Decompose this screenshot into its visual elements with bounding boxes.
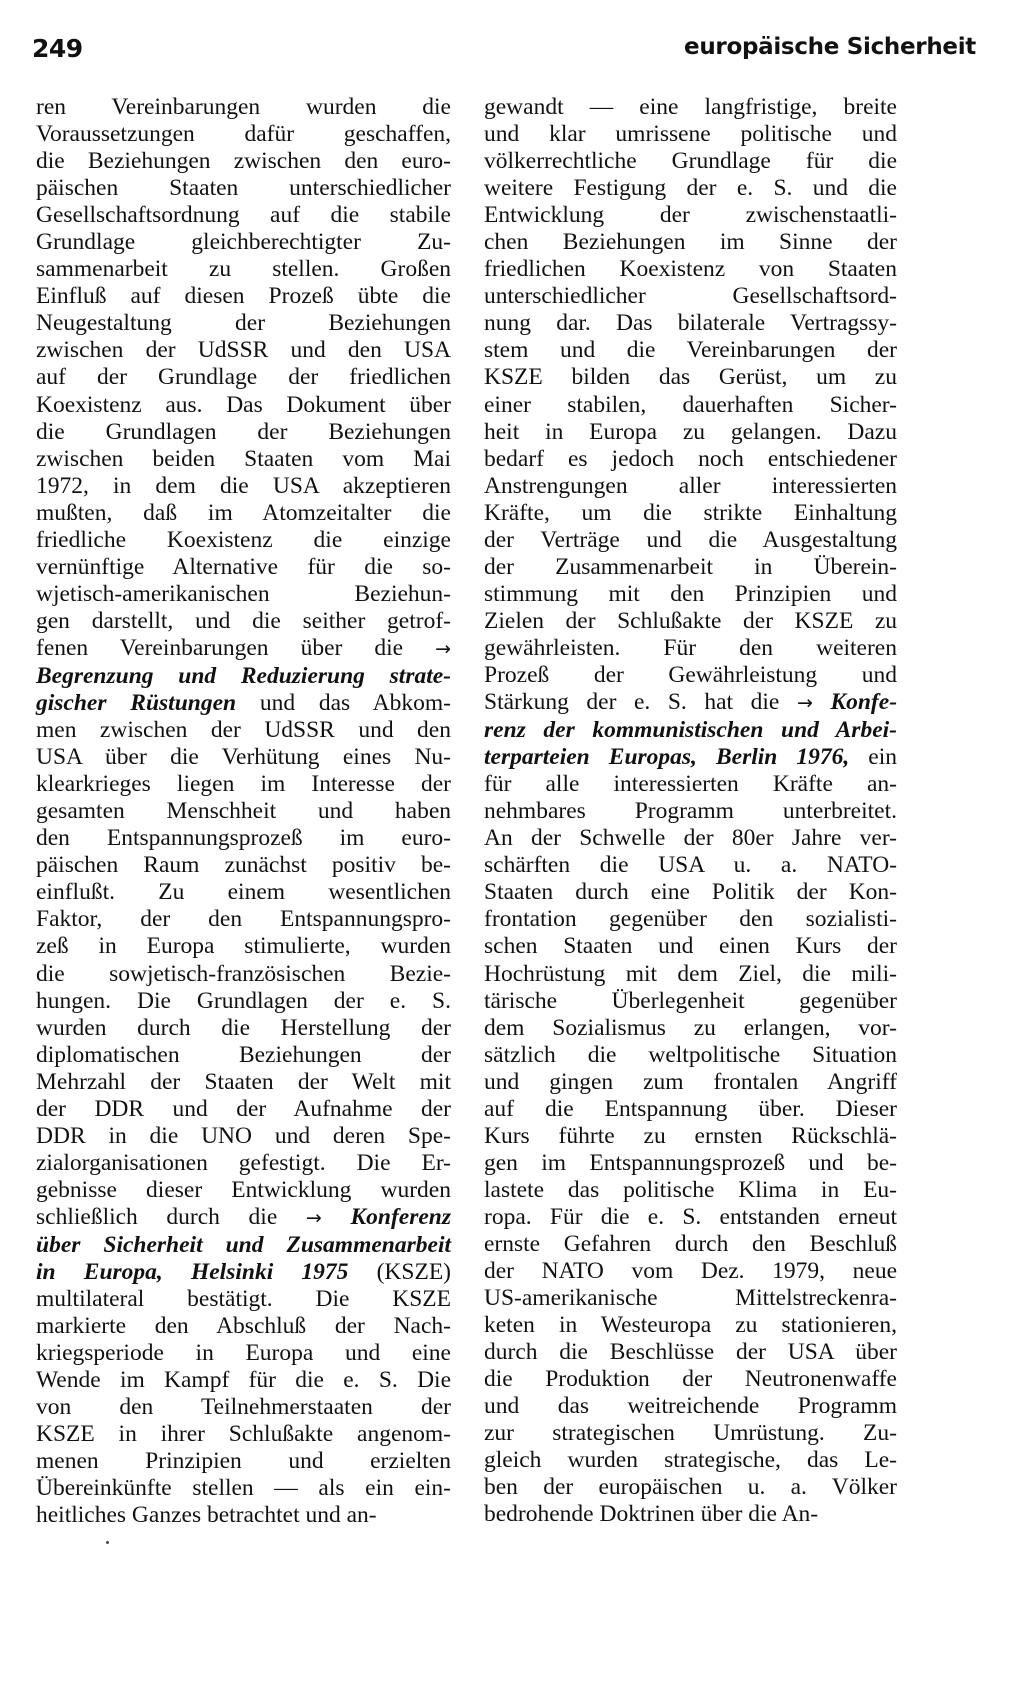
text-line (36, 1286, 451, 1313)
text-line (484, 1312, 897, 1339)
text-segment: der Zusammenarbeit in Überein- (484, 553, 897, 580)
text-line (36, 717, 451, 744)
text-line (36, 148, 451, 175)
text-line (36, 961, 451, 988)
text-segment: chen Beziehungen im Sinne der (484, 229, 897, 256)
text-segment: US-amerikanische Mittelstreckenra- (484, 1285, 897, 1312)
text-line (484, 1258, 897, 1285)
text-line (484, 175, 897, 202)
text-segment: die Produktion der Neutronenwaffe (484, 1366, 897, 1393)
text-line (36, 94, 451, 121)
text-line (484, 1015, 897, 1042)
text-segment: Kurs führte zu ernsten Rückschlä- (484, 1122, 897, 1149)
text-segment: menen Prinzipien und erzielten (36, 1448, 451, 1475)
text-line (36, 1421, 451, 1448)
text-line (484, 1177, 897, 1204)
text-line (484, 1069, 897, 1096)
text-line (484, 906, 897, 933)
text-segment: gesamten Menschheit und haben (36, 798, 451, 825)
text-line (484, 1042, 897, 1069)
text-line (36, 906, 451, 933)
text-segment: KSZE in ihrer Schlußakte angenom- (36, 1421, 451, 1448)
text-segment: nung dar. Das bilaterale Vertragssy- (484, 310, 897, 337)
text-segment: und gingen zum frontalen Angriff (484, 1068, 897, 1095)
text-line (36, 202, 451, 229)
text-line (36, 933, 451, 960)
text-line (484, 1285, 897, 1312)
text-segment: heitliches Ganzes betrachtet und an- (36, 1502, 377, 1529)
text-line (36, 1448, 451, 1475)
print-speck (106, 1541, 109, 1544)
text-segment: Staaten durch eine Politik der Kon- (484, 879, 897, 906)
text-segment: gewandt — eine langfristige, breite (484, 94, 897, 120)
text-line (484, 581, 897, 608)
text-segment: Kräfte, um die strikte Einhaltung (484, 499, 897, 526)
text-line (484, 1231, 897, 1258)
text-segment: diplomatischen Beziehungen der (36, 1041, 451, 1068)
text-line (36, 1259, 451, 1286)
text-line (36, 744, 451, 771)
text-line (484, 256, 897, 283)
text-line (484, 527, 897, 554)
text-segment: durch die Beschlüsse der USA über (484, 1339, 897, 1366)
text-line (36, 500, 451, 527)
text-segment: (KSZE) (348, 1259, 452, 1286)
page-number: 249 (32, 34, 83, 63)
text-line (484, 419, 897, 446)
text-segment: Hochrüstung mit dem Ziel, die mili- (484, 960, 897, 987)
text-line (484, 446, 897, 473)
text-line (484, 771, 897, 798)
text-line (484, 1150, 897, 1177)
text-segment: gen darstellt, und die seither getrof- (36, 607, 451, 634)
text-line (484, 1366, 897, 1393)
text-line (484, 1474, 897, 1501)
text-line (36, 798, 451, 825)
text-line (484, 1123, 897, 1150)
text-segment: der Verträge und die Ausgestaltung (484, 526, 897, 553)
text-segment: Faktor, der den Entspannungspro- (36, 906, 451, 933)
text-line (36, 1394, 451, 1421)
text-segment: 1972, in dem die USA akzeptieren (36, 472, 451, 499)
text-line (36, 175, 451, 202)
text-line (484, 1420, 897, 1447)
text-line (36, 1204, 451, 1232)
text-segment: weitere Festigung der e. S. und die (484, 175, 897, 202)
text-segment: für alle interessierten Kräfte an- (484, 771, 897, 798)
text-line (484, 1204, 897, 1231)
page-header (32, 34, 976, 74)
text-line (484, 392, 897, 419)
text-segment: die sowjetisch-französischen Bezie- (36, 960, 451, 987)
text-line (484, 94, 897, 121)
text-segment: schließlich durch die (36, 1203, 306, 1230)
text-line (484, 879, 897, 906)
text-line (36, 1150, 451, 1177)
text-segment: Zielen der Schlußakte der KSZE zu (484, 607, 897, 634)
text-line (36, 1069, 451, 1096)
text-segment: friedliche Koexistenz die einzige (36, 526, 451, 553)
text-line (36, 229, 451, 256)
text-segment: Neugestaltung der Beziehungen (36, 310, 451, 337)
text-segment: schen Staaten und einen Kurs der (484, 933, 897, 960)
text-line (484, 500, 897, 527)
text-segment: klearkrieges liegen im Interesse der (36, 771, 451, 798)
text-line (484, 744, 897, 771)
text-segment: Entwicklung der zwischenstaatli- (484, 202, 897, 229)
text-line (36, 554, 451, 581)
text-segment: sätzlich die weltpolitische Situation (484, 1041, 897, 1068)
cross-reference-term: renz der kommunistischen und Arbei- (484, 717, 897, 744)
text-line (36, 527, 451, 554)
text-line (36, 364, 451, 391)
text-line (484, 608, 897, 635)
text-line (484, 662, 897, 689)
text-segment: ben der europäischen u. a. Völker (484, 1474, 897, 1501)
text-line (484, 798, 897, 825)
text-segment: zur strategischen Umrüstung. Zu- (484, 1420, 897, 1447)
text-line (36, 1123, 451, 1150)
text-line (484, 473, 897, 500)
text-segment: Koexistenz aus. Das Dokument über (36, 391, 451, 418)
text-segment: völkerrechtliche Grundlage für die (484, 148, 897, 175)
text-line (36, 852, 451, 879)
text-segment: ernste Gefahren durch den Beschluß (484, 1230, 897, 1257)
text-segment: Voraussetzungen dafür geschaffen, (36, 121, 451, 148)
text-line (36, 581, 451, 608)
text-line (484, 961, 897, 988)
text-segment: sammenarbeit zu stellen. Großen (36, 256, 451, 283)
text-line (36, 446, 451, 473)
text-segment: unterschiedlicher Gesellschaftsord- (484, 283, 897, 310)
text-segment: Prozeß der Gewährleistung und (484, 661, 897, 688)
text-line (484, 202, 897, 229)
text-segment: mußten, daß im Atomzeitalter die (36, 499, 451, 526)
text-line (484, 988, 897, 1015)
text-line (484, 229, 897, 256)
text-segment: stimmung mit den Prinzipien und (484, 580, 897, 607)
text-line (484, 364, 897, 391)
cross-reference-term: Konferenz (350, 1203, 451, 1230)
cross-reference-term: Konfe- (830, 689, 898, 716)
text-segment: ren Vereinbarungen wurden die (36, 94, 451, 120)
text-segment: men zwischen der UdSSR und den (36, 717, 451, 744)
text-segment: markierte den Abschluß der Nach- (36, 1313, 451, 1340)
cross-reference-term: terparteien Europas, Berlin 1976, (484, 744, 850, 771)
text-segment: ropa. Für die e. S. entstanden erneut (484, 1203, 897, 1230)
text-line (484, 852, 897, 879)
text-segment: dem Sozialismus zu erlangen, vor- (484, 1014, 897, 1041)
text-segment: auf die Entspannung über. Dieser (484, 1095, 897, 1122)
text-line (36, 1367, 451, 1394)
text-segment (322, 1204, 351, 1230)
text-line (36, 608, 451, 635)
text-segment: KSZE bilden das Gerüst, um zu (484, 364, 897, 391)
text-segment: die Beziehungen zwischen den euro- (36, 148, 451, 175)
text-line (484, 310, 897, 337)
cross-reference-term: gischer Rüstungen (36, 690, 237, 717)
text-line (36, 635, 451, 663)
text-segment: fenen Vereinbarungen über die (36, 634, 436, 661)
cross-reference-arrow: → (435, 637, 451, 660)
text-segment: auf der Grundlage der friedlichen (36, 364, 451, 391)
text-line (484, 1339, 897, 1366)
text-segment: zwischen beiden Staaten vom Mai (36, 445, 451, 472)
text-segment: DDR in die UNO und deren Spe- (36, 1122, 451, 1149)
text-line (36, 1502, 451, 1529)
text-line (484, 121, 897, 148)
text-line (36, 121, 451, 148)
cross-reference-term: Begrenzung und Reduzierung strate- (36, 662, 451, 689)
text-segment: Anstrengungen aller interessierten (484, 472, 897, 499)
text-line (36, 337, 451, 364)
text-segment: Stärkung der e. S. hat die (484, 689, 797, 716)
text-line (484, 689, 897, 717)
text-line (36, 473, 451, 500)
text-segment: USA über die Verhütung eines Nu- (36, 744, 451, 771)
text-segment: gleich wurden strategische, das Le- (484, 1447, 897, 1474)
text-segment: heit in Europa zu gelangen. Dazu (484, 418, 897, 445)
text-line (484, 1096, 897, 1123)
text-segment: wjetisch-amerikanischen Beziehun- (36, 580, 451, 607)
text-segment: hungen. Die Grundlagen der e. S. (36, 987, 451, 1014)
text-line (484, 283, 897, 310)
text-line (36, 256, 451, 283)
text-segment: zialorganisationen gefestigt. Die Er- (36, 1149, 451, 1176)
text-line (484, 337, 897, 364)
text-line (484, 825, 897, 852)
text-segment: der DDR und der Aufnahme der (36, 1095, 451, 1122)
text-segment: von den Teilnehmerstaaten der (36, 1394, 451, 1421)
text-line (36, 1232, 451, 1259)
text-segment: Übereinkünfte stellen — als ein ein- (36, 1475, 451, 1502)
text-line (36, 392, 451, 419)
text-segment: ein (849, 744, 897, 771)
text-segment: friedlichen Koexistenz von Staaten (484, 256, 897, 283)
text-column-right (484, 94, 897, 1528)
text-segment: päischen Raum zunächst positiv be- (36, 852, 451, 879)
text-line (484, 1447, 897, 1474)
cross-reference-arrow: → (305, 1206, 322, 1229)
text-segment: multilateral bestätigt. Die KSZE (36, 1286, 451, 1313)
text-line (36, 1313, 451, 1340)
text-segment: Gesellschaftsordnung auf die stabile (36, 202, 451, 229)
text-segment: wurden durch die Herstellung der (36, 1014, 451, 1041)
text-line (484, 554, 897, 581)
cross-reference-term: in Europa, Helsinki 1975 (36, 1259, 349, 1286)
text-segment: Grundlage gleichberechtigter Zu- (36, 229, 451, 256)
text-segment (813, 689, 831, 715)
text-segment: schärften die USA u. a. NATO- (484, 852, 897, 879)
text-line (484, 1393, 897, 1420)
text-segment: keten in Westeuropa zu stationieren, (484, 1312, 897, 1339)
text-line (484, 933, 897, 960)
text-line (36, 690, 451, 717)
text-line (36, 1042, 451, 1069)
text-line (36, 988, 451, 1015)
text-segment: kriegsperiode in Europa und eine (36, 1340, 451, 1367)
text-line (36, 1096, 451, 1123)
text-segment: gebnisse dieser Entwicklung wurden (36, 1176, 451, 1203)
text-line (36, 879, 451, 906)
text-line (36, 1475, 451, 1502)
text-segment: zwischen der UdSSR und den USA (36, 337, 451, 364)
text-segment: einer stabilen, dauerhaften Sicher- (484, 391, 897, 418)
text-segment: tärische Überlegenheit gegenüber (484, 987, 897, 1014)
text-segment: und das Abkom- (236, 690, 451, 717)
text-segment: lastete das politische Klima in Eu- (484, 1176, 897, 1203)
text-line (484, 635, 897, 662)
text-segment: frontation gegenüber den sozialisti- (484, 906, 897, 933)
text-column-left (36, 94, 451, 1529)
text-line (36, 310, 451, 337)
text-line (36, 1177, 451, 1204)
text-segment: der NATO vom Dez. 1979, neue (484, 1258, 897, 1285)
text-segment: gen im Entspannungsprozeß und be- (484, 1149, 897, 1176)
text-line (36, 825, 451, 852)
text-line (484, 717, 897, 744)
text-segment: vernünftige Alternative für die so- (36, 553, 451, 580)
text-line (36, 283, 451, 310)
text-line (36, 771, 451, 798)
text-segment: bedrohende Doktrinen über die An- (484, 1501, 819, 1528)
cross-reference-term: über Sicherheit und Zusammenarbeit (36, 1231, 451, 1258)
text-segment: nehmbares Programm unterbreitet. (484, 798, 897, 825)
text-line (36, 1340, 451, 1367)
text-line (36, 663, 451, 690)
text-segment: bedarf es jedoch noch entschiedener (484, 445, 897, 472)
text-segment: Einfluß auf diesen Prozeß übte die (36, 283, 451, 310)
text-line (36, 419, 451, 446)
text-segment: An der Schwelle der 80er Jahre ver- (484, 825, 897, 852)
text-segment: und das weitreichende Programm (484, 1393, 897, 1420)
text-segment: päischen Staaten unterschiedlicher (36, 175, 451, 202)
text-segment: gewährleisten. Für den weiteren (484, 634, 897, 661)
text-segment: den Entspannungsprozeß im euro- (36, 825, 451, 852)
text-segment: Wende im Kampf für die e. S. Die (36, 1367, 451, 1394)
text-segment: stem und die Vereinbarungen der (484, 337, 897, 364)
running-head: europäische Sicherheit (684, 34, 976, 60)
text-line (36, 1015, 451, 1042)
cross-reference-arrow: → (796, 692, 813, 715)
text-segment: zeß in Europa stimulierte, wurden (36, 933, 451, 960)
text-line (484, 1501, 897, 1528)
text-segment: die Grundlagen der Beziehungen (36, 418, 451, 445)
text-segment: Mehrzahl der Staaten der Welt mit (36, 1068, 451, 1095)
text-line (484, 148, 897, 175)
text-segment: einflußt. Zu einem wesentlichen (36, 879, 451, 906)
text-segment: und klar umrissene politische und (484, 121, 897, 148)
